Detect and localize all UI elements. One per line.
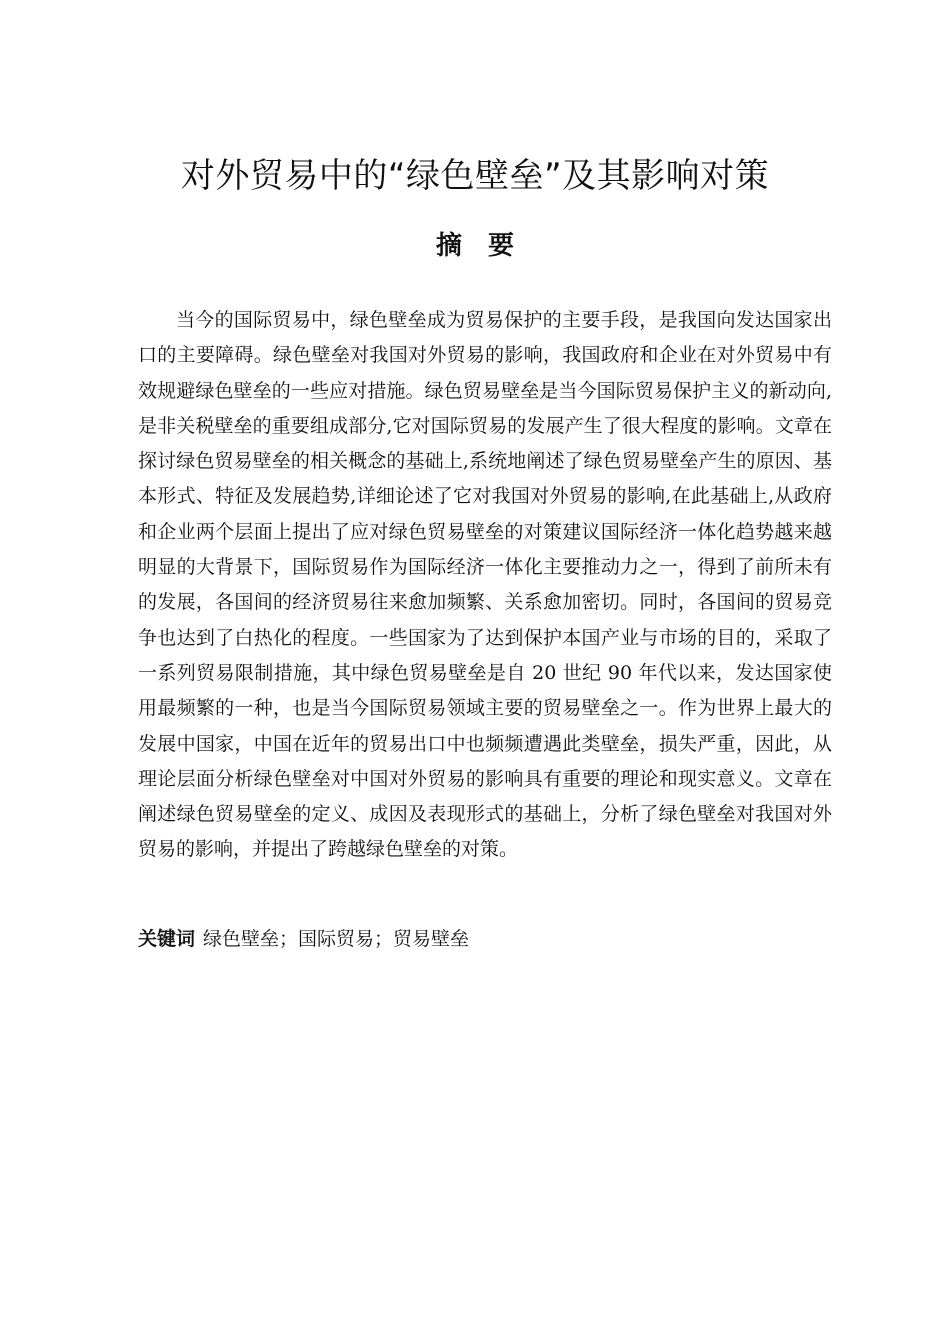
- document-title: 对外贸易中的“绿色壁垒”及其影响对策: [180, 156, 770, 196]
- keywords-line: [138, 922, 832, 957]
- abstract-paragraph: 当今的国际贸易中，绿色壁垒成为贸易保护的主要手段，是我国向发达国家出口的主要障碍。绿色壁垒对我国对外贸易的影响，我国政府和企业在对外贸易中有效规避绿色壁垒的一些应对措施。绿色贸易壁垒是当今国际贸易保护主义的新动向,是非关税壁垒的重要组成部分,它对国际贸易的发展产生了很大程度的影响。文章在探讨绿色贸易壁垒的相关概念的基础上,系统地阐述了绿色贸易壁垒产生的原因、基本形式、特征及发展趋势,详细论述了它对我国对外贸易的影响,在此基础上,从政府和企业两个层面上提出了应对绿色贸易壁垒的对策建议国际经济一体化趋势越来越明显的大背景下，国际贸易作为国际经济一体化主要推动力之一，得到了前所未有的发展，各国间的经济贸易往来愈加频繁、关系愈加密切。同时，各国间的贸易竞争也达到了白热化的程度。一些国家为了达到保护本国产业与市场的目的，采取了一系列贸易限制措施，其中绿色贸易壁垒是自 20 世纪 90 年代以来，发达国家使用最频繁的一种，也是当今国际贸易领域主要的贸易壁垒之一。作为世界上最大的发展中国家，中国在近年的贸易出口中也频频遭遇此类壁垒，损失严重，因此，从理论层面分析绿色壁垒对中国对外贸易的影响具有重要的理论和现实意义。文章在阐述绿色贸易壁垒的定义、成因及表现形式的基础上，分析了绿色壁垒对我国对外贸易的影响，并提出了跨越绿色壁垒的对策。: [138, 309, 832, 861]
- keywords-value: 绿色壁垒；国际贸易；贸易壁垒: [203, 928, 470, 950]
- abstract-heading: 摘要: [435, 231, 540, 261]
- keywords-label: 关键词: [138, 928, 196, 950]
